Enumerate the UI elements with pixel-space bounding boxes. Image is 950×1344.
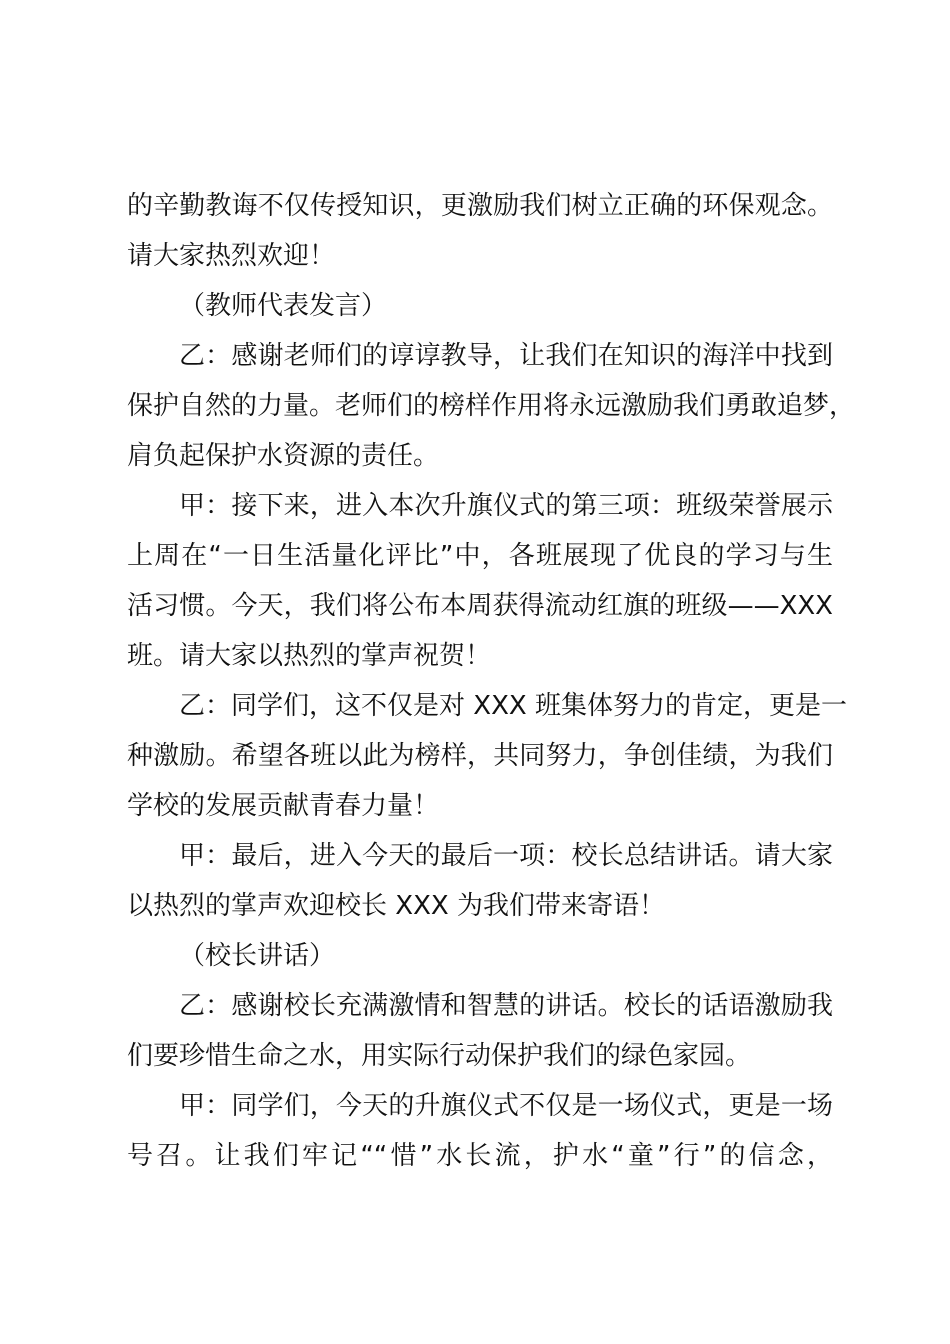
text-line: 请大家热烈欢迎！ (127, 241, 336, 271)
text-line: 甲：同学们，今天的升旗仪式不仅是一场仪式，更是一场 (179, 1091, 833, 1121)
text-line: 以热烈的掌声欢迎校长 XXX 为我们带来寄语！ (127, 891, 665, 921)
stage-direction-teacher: （教师代表发言） (179, 291, 388, 321)
text-line: 肩负起保护水资源的责任。 (127, 441, 440, 471)
stage-direction-principal: （校长讲话） (179, 941, 336, 971)
text-line: 甲：接下来，进入本次升旗仪式的第三项：班级荣誉展示 (179, 491, 833, 521)
text-line: 保护自然的力量。老师们的榜样作用将永远激励我们勇敢追梦， (127, 391, 856, 421)
text-line: 班。请大家以热烈的掌声祝贺！ (127, 641, 492, 671)
text-line: 乙：感谢校长充满激情和智慧的讲话。校长的话语激励我 (179, 991, 833, 1021)
text-line: 乙：感谢老师们的谆谆教导，让我们在知识的海洋中找到 (179, 341, 833, 371)
text-line: 的辛勤教诲不仅传授知识，更激励我们树立正确的环保观念。 (127, 191, 833, 221)
text-line: 乙：同学们，这不仅是对 XXX 班集体努力的肯定，更是一 (179, 691, 847, 721)
document-text-body (127, 181, 856, 1181)
text-line: 们要珍惜生命之水，用实际行动保护我们的绿色家园。 (127, 1041, 752, 1071)
text-line: 种激励。希望各班以此为榜样，共同努力，争创佳绩，为我们 (127, 741, 833, 771)
text-line: 上周在“一日生活量化评比”中，各班展现了优良的学习与生 (127, 541, 833, 571)
text-line: 学校的发展贡献青春力量！ (127, 791, 440, 821)
text-line: 甲：最后，进入今天的最后一项：校长总结讲话。请大家 (179, 841, 833, 871)
text-line: 号召。让我们牢记““惜”水长流，护水“童”行”的信念， (127, 1141, 833, 1171)
text-line: 活习惯。今天，我们将公布本周获得流动红旗的班级——XXX (127, 591, 833, 621)
